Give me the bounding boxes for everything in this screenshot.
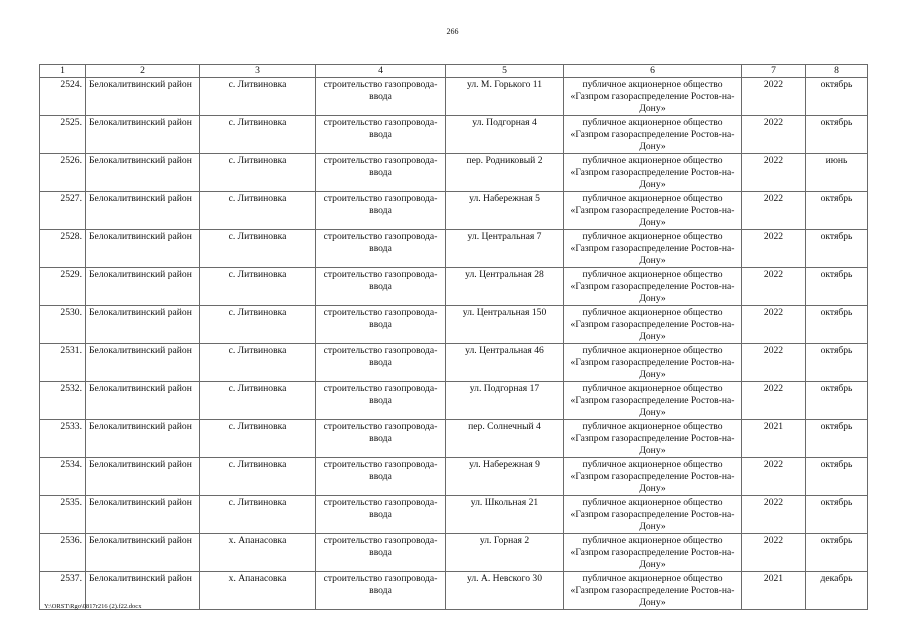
table-row [40, 192, 868, 230]
cell-work-type: строительство газопровода-ввода [316, 230, 446, 268]
cell-address: ул. М. Горького 11 [446, 78, 564, 116]
cell-organization: публичное акционерное общество «Газпром газораспределение Ростов-на-Дону» [564, 154, 742, 192]
table-row [40, 420, 868, 458]
cell-month: октябрь [806, 268, 868, 306]
cell-number: 2535. [40, 496, 86, 534]
table-row [40, 78, 868, 116]
cell-address: ул. Набережная 5 [446, 192, 564, 230]
table-row [40, 344, 868, 382]
cell-year: 2022 [742, 496, 806, 534]
column-header-2: 2 [86, 65, 200, 78]
cell-month: июнь [806, 154, 868, 192]
cell-settlement: с. Литвиновка [200, 496, 316, 534]
cell-year: 2022 [742, 116, 806, 154]
cell-address: ул. Центральная 150 [446, 306, 564, 344]
cell-year: 2022 [742, 382, 806, 420]
cell-month: октябрь [806, 458, 868, 496]
table-row [40, 496, 868, 534]
footer-file-path: Y:\ORST\Rgo\0817r216 (2).f22.docx [44, 603, 142, 610]
cell-district: Белокалитвинский район [86, 154, 200, 192]
cell-settlement: с. Литвиновка [200, 154, 316, 192]
cell-organization: публичное акционерное общество «Газпром газораспределение Ростов-на-Дону» [564, 458, 742, 496]
cell-year: 2022 [742, 534, 806, 572]
cell-address: ул. Центральная 7 [446, 230, 564, 268]
page-number: 266 [446, 27, 459, 36]
header-row [40, 65, 868, 78]
cell-month: октябрь [806, 344, 868, 382]
cell-address: ул. Горная 2 [446, 534, 564, 572]
cell-number: 2533. [40, 420, 86, 458]
cell-district: Белокалитвинский район [86, 572, 200, 610]
cell-number: 2526. [40, 154, 86, 192]
cell-year: 2022 [742, 268, 806, 306]
table-row [40, 382, 868, 420]
cell-settlement: с. Литвиновка [200, 306, 316, 344]
cell-work-type: строительство газопровода-ввода [316, 534, 446, 572]
table-header [40, 65, 868, 78]
cell-district: Белокалитвинский район [86, 458, 200, 496]
cell-month: октябрь [806, 534, 868, 572]
cell-organization: публичное акционерное общество «Газпром газораспределение Ростов-на-Дону» [564, 306, 742, 344]
cell-settlement: с. Литвиновка [200, 420, 316, 458]
cell-year: 2022 [742, 344, 806, 382]
column-header-6: 6 [564, 65, 742, 78]
table-body [40, 78, 868, 610]
cell-month: октябрь [806, 78, 868, 116]
cell-organization: публичное акционерное общество «Газпром газораспределение Ростов-на-Дону» [564, 572, 742, 610]
cell-number: 2529. [40, 268, 86, 306]
cell-month: декабрь [806, 572, 868, 610]
cell-work-type: строительство газопровода-ввода [316, 458, 446, 496]
cell-year: 2022 [742, 306, 806, 344]
cell-address: ул. Подгорная 17 [446, 382, 564, 420]
table-row [40, 458, 868, 496]
cell-address: ул. Центральная 46 [446, 344, 564, 382]
cell-work-type: строительство газопровода-ввода [316, 116, 446, 154]
table-row [40, 306, 868, 344]
cell-month: октябрь [806, 420, 868, 458]
cell-organization: публичное акционерное общество «Газпром газораспределение Ростов-на-Дону» [564, 78, 742, 116]
cell-number: 2530. [40, 306, 86, 344]
cell-address: ул. Школьная 21 [446, 496, 564, 534]
cell-organization: публичное акционерное общество «Газпром газораспределение Ростов-на-Дону» [564, 192, 742, 230]
cell-month: октябрь [806, 192, 868, 230]
cell-settlement: с. Литвиновка [200, 458, 316, 496]
cell-district: Белокалитвинский район [86, 306, 200, 344]
cell-number: 2534. [40, 458, 86, 496]
cell-district: Белокалитвинский район [86, 344, 200, 382]
cell-district: Белокалитвинский район [86, 496, 200, 534]
cell-work-type: строительство газопровода-ввода [316, 382, 446, 420]
cell-settlement: с. Литвиновка [200, 230, 316, 268]
cell-number: 2537. [40, 572, 86, 610]
cell-district: Белокалитвинский район [86, 78, 200, 116]
cell-work-type: строительство газопровода-ввода [316, 192, 446, 230]
cell-settlement: с. Литвиновка [200, 78, 316, 116]
cell-month: октябрь [806, 306, 868, 344]
cell-month: октябрь [806, 230, 868, 268]
table-row [40, 154, 868, 192]
cell-number: 2528. [40, 230, 86, 268]
cell-settlement: х. Апанасовка [200, 534, 316, 572]
cell-number: 2532. [40, 382, 86, 420]
cell-number: 2527. [40, 192, 86, 230]
registry-table [39, 64, 868, 610]
cell-organization: публичное акционерное общество «Газпром газораспределение Ростов-на-Дону» [564, 230, 742, 268]
cell-settlement: с. Литвиновка [200, 268, 316, 306]
cell-settlement: с. Литвиновка [200, 192, 316, 230]
cell-settlement: х. Апанасовка [200, 572, 316, 610]
column-header-4: 4 [316, 65, 446, 78]
cell-month: октябрь [806, 116, 868, 154]
cell-year: 2022 [742, 458, 806, 496]
cell-work-type: строительство газопровода-ввода [316, 344, 446, 382]
cell-organization: публичное акционерное общество «Газпром газораспределение Ростов-на-Дону» [564, 268, 742, 306]
table-row [40, 230, 868, 268]
cell-organization: публичное акционерное общество «Газпром газораспределение Ростов-на-Дону» [564, 496, 742, 534]
cell-work-type: строительство газопровода-ввода [316, 306, 446, 344]
cell-district: Белокалитвинский район [86, 230, 200, 268]
table-row [40, 116, 868, 154]
cell-work-type: строительство газопровода-ввода [316, 420, 446, 458]
cell-settlement: с. Литвиновка [200, 382, 316, 420]
cell-organization: публичное акционерное общество «Газпром газораспределение Ростов-на-Дону» [564, 420, 742, 458]
column-header-8: 8 [806, 65, 868, 78]
cell-organization: публичное акционерное общество «Газпром газораспределение Ростов-на-Дону» [564, 534, 742, 572]
table-row [40, 572, 868, 610]
column-header-7: 7 [742, 65, 806, 78]
cell-address: ул. А. Невского 30 [446, 572, 564, 610]
cell-address: ул. Центральная 28 [446, 268, 564, 306]
cell-work-type: строительство газопровода-ввода [316, 572, 446, 610]
cell-district: Белокалитвинский район [86, 534, 200, 572]
table-row [40, 534, 868, 572]
cell-organization: публичное акционерное общество «Газпром газораспределение Ростов-на-Дону» [564, 116, 742, 154]
cell-organization: публичное акционерное общество «Газпром газораспределение Ростов-на-Дону» [564, 382, 742, 420]
cell-year: 2022 [742, 192, 806, 230]
column-header-3: 3 [200, 65, 316, 78]
cell-address: ул. Подгорная 4 [446, 116, 564, 154]
cell-district: Белокалитвинский район [86, 420, 200, 458]
cell-work-type: строительство газопровода-ввода [316, 154, 446, 192]
cell-year: 2021 [742, 420, 806, 458]
cell-district: Белокалитвинский район [86, 192, 200, 230]
cell-number: 2536. [40, 534, 86, 572]
cell-month: октябрь [806, 382, 868, 420]
cell-settlement: с. Литвиновка [200, 344, 316, 382]
cell-work-type: строительство газопровода-ввода [316, 78, 446, 116]
cell-work-type: строительство газопровода-ввода [316, 496, 446, 534]
cell-organization: публичное акционерное общество «Газпром газораспределение Ростов-на-Дону» [564, 344, 742, 382]
cell-district: Белокалитвинский район [86, 382, 200, 420]
cell-number: 2525. [40, 116, 86, 154]
cell-year: 2022 [742, 154, 806, 192]
cell-year: 2021 [742, 572, 806, 610]
column-header-1: 1 [40, 65, 86, 78]
table-row [40, 268, 868, 306]
cell-work-type: строительство газопровода-ввода [316, 268, 446, 306]
cell-month: октябрь [806, 496, 868, 534]
cell-year: 2022 [742, 78, 806, 116]
cell-number: 2531. [40, 344, 86, 382]
cell-district: Белокалитвинский район [86, 268, 200, 306]
cell-address: пер. Родниковый 2 [446, 154, 564, 192]
cell-settlement: с. Литвиновка [200, 116, 316, 154]
cell-address: ул. Набережная 9 [446, 458, 564, 496]
cell-address: пер. Солнечный 4 [446, 420, 564, 458]
cell-year: 2022 [742, 230, 806, 268]
cell-district: Белокалитвинский район [86, 116, 200, 154]
column-header-5: 5 [446, 65, 564, 78]
cell-number: 2524. [40, 78, 86, 116]
